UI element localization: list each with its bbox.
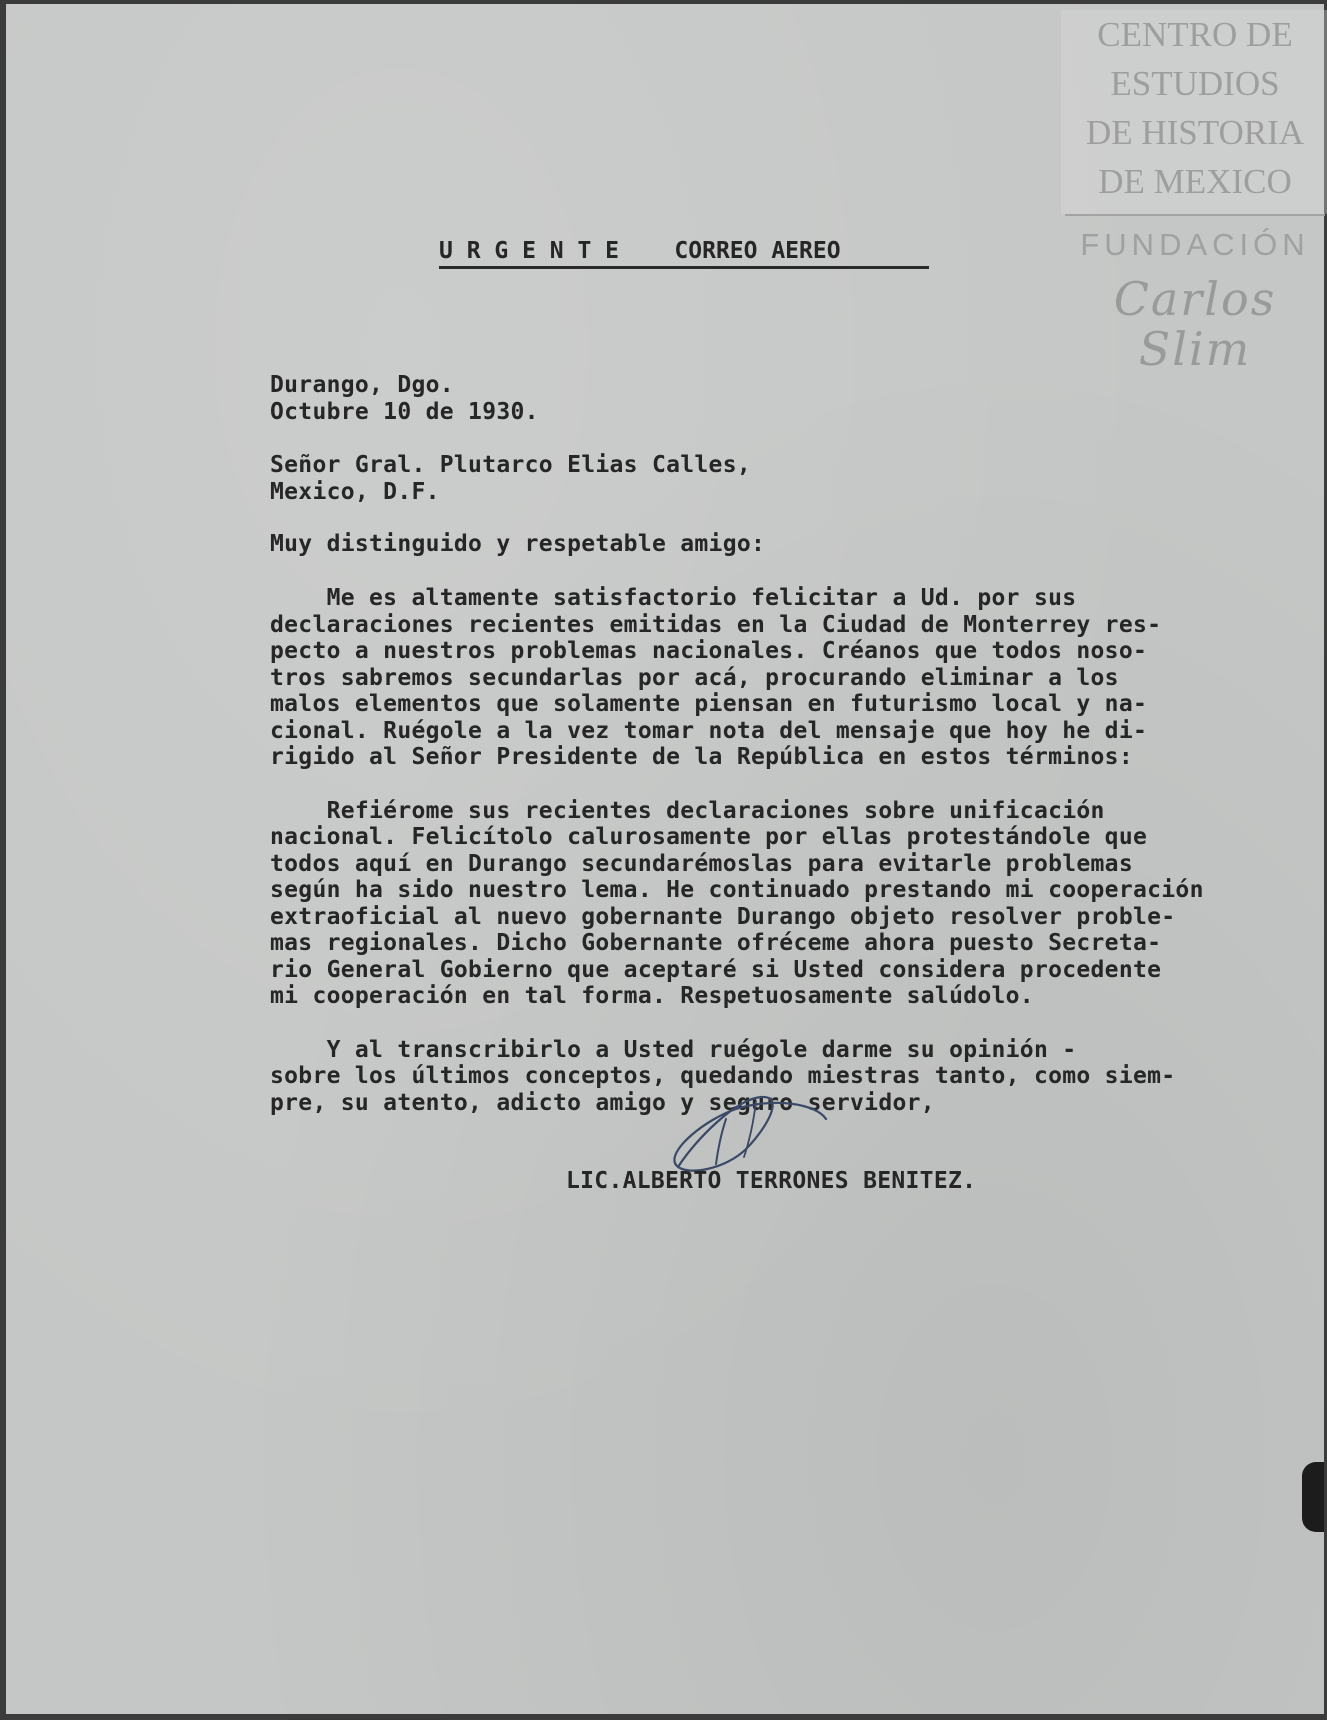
salutation: Muy distinguido y respetable amigo: [270, 531, 766, 557]
paragraph-1-line: malos elementos que solamente piensan en futurismo local y na- [270, 691, 1148, 717]
recipient-city: Mexico, D.F. [270, 479, 440, 505]
paragraph-1-line: cional. Ruégole a la vez tomar nota del mensaje que hoy he di- [270, 718, 1148, 744]
recipient-name: Señor Gral. Plutarco Elias Calles, [270, 452, 752, 478]
letter-date: Octubre 10 de 1930. [270, 399, 539, 425]
watermark-line: CENTRO DE [1097, 15, 1293, 54]
handwritten-signature [666, 1079, 836, 1179]
watermark-line: ESTUDIOS [1110, 64, 1280, 103]
letter-place: Durango, Dgo. [270, 372, 454, 398]
watermark-signature-logo: Carlos Slim [1113, 272, 1277, 376]
letter-heading: U R G E N T E CORREO AEREO [439, 238, 841, 264]
letter-page [6, 4, 1324, 1714]
archive-watermark [1061, 10, 1327, 374]
paragraph-3-line: Y al transcribirlo a Usted ruégole darme su opinión - [270, 1037, 1077, 1063]
paragraph-2-line: Refiérome sus recientes declaraciones sobre unificación [270, 798, 1105, 824]
paragraph-3-line: pre, su atento, adicto amigo y seguro servidor, [270, 1090, 935, 1116]
watermark-line: DE HISTORIA [1085, 113, 1305, 152]
paragraph-2-line: mas regionales. Dicho Gobernante ofréceme ahora puesto Secreta- [270, 930, 1162, 956]
paragraph-2-line: todos aquí en Durango secundarémoslas para evitarle problemas [270, 851, 1133, 877]
paragraph-1-line: pecto a nuestros problemas nacionales. Créanos que todos noso- [270, 638, 1148, 664]
watermark-institution [1061, 10, 1327, 214]
paragraph-2-line: extraoficial al nuevo gobernante Durango objeto resolver proble- [270, 904, 1176, 930]
paragraph-2-line: mi cooperación en tal forma. Respetuosamente salúdolo. [270, 983, 1034, 1009]
paragraph-1-line: Me es altamente satisfactorio felicitar a Ud. por sus [270, 585, 1077, 611]
watermark-line: DE MEXICO [1098, 162, 1292, 201]
paragraph-2-line: nacional. Felicítolo calurosamente por ellas protestándole que [270, 824, 1148, 850]
paragraph-1-line: rigido al Señor Presidente de la República en estos términos: [270, 744, 1133, 770]
watermark-foundation: FUNDACIÓN [1080, 227, 1310, 262]
heading-underline [439, 266, 929, 269]
paragraph-1-line: declaraciones recientes emitidas en la Ciudad de Monterrey res- [270, 612, 1162, 638]
page-edge-damage [1302, 1462, 1324, 1532]
paragraph-1-line: tros sabremos secundarlas por acá, procurando eliminar a los [270, 665, 1119, 691]
signature-name: LIC.ALBERTO TERRONES BENITEZ. [566, 1168, 977, 1194]
paragraph-2-line: rio General Gobierno que aceptaré si Usted considera procedente [270, 957, 1162, 983]
paragraph-3-line: sobre los últimos conceptos, quedando miestras tanto, como siem- [270, 1063, 1176, 1089]
paragraph-2-line: según ha sido nuestro lema. He continuado prestando mi cooperación [270, 877, 1204, 903]
